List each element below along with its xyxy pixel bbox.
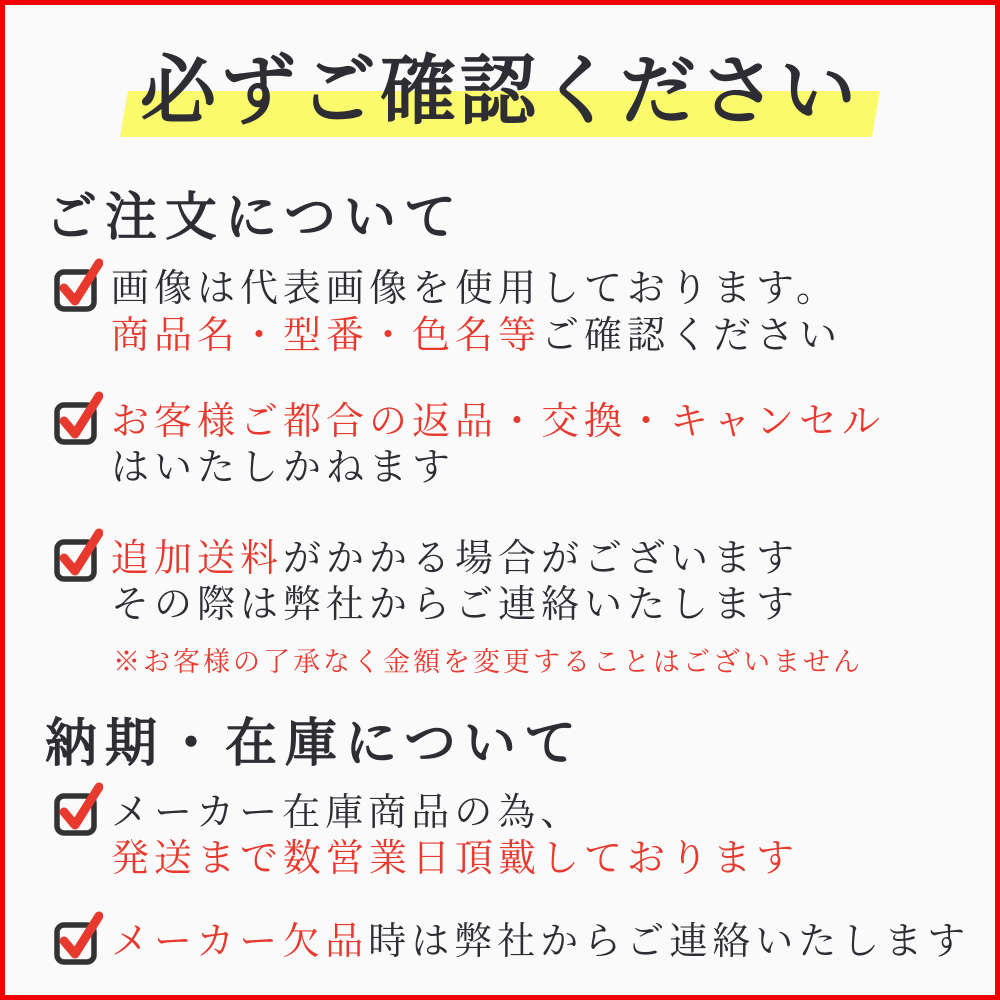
checkbox-checked-icon (53, 908, 103, 966)
list-item (53, 789, 965, 882)
item-line: メーカー在庫商品の為、 (111, 789, 584, 834)
delivery-section (5, 713, 995, 966)
list-item (53, 535, 965, 679)
list-item (53, 265, 965, 358)
item-line: 画像は代表画像を使用しております。 (111, 266, 839, 311)
item-line-emphasis: 追加送料 (111, 535, 284, 580)
item-text (111, 789, 799, 882)
checkbox-checked-icon (53, 779, 103, 837)
list-item (53, 918, 971, 966)
item-line: ご確認ください (541, 312, 843, 357)
list-item (53, 398, 965, 491)
item-text (111, 265, 842, 358)
item-text (111, 398, 885, 491)
item-line: はいたしかねます (111, 445, 456, 490)
item-footnote: ※お客様の了承なく金額を変更することはございません (113, 646, 863, 678)
item-line-emphasis: メーカー欠品 (111, 918, 369, 963)
item-line: その際は弊社からご連絡いたします (111, 582, 800, 627)
item-line-emphasis: お客様ご都合の返品・交換・キャンセル (111, 399, 886, 444)
delivery-section-heading: 納期・在庫について (45, 712, 584, 774)
item-line-emphasis: 発送まで数営業日頂戴しております (111, 836, 800, 881)
item-line: 時は弊社からご連絡いたします (368, 918, 971, 963)
title-banner (5, 35, 995, 147)
checkbox-checked-icon (53, 255, 103, 313)
order-section-heading: ご注文について (45, 187, 464, 248)
item-line: がかかる場合がございます (283, 535, 800, 580)
item-text (111, 535, 863, 679)
item-text (111, 918, 971, 964)
page-title: 必ずご確認ください (140, 46, 860, 135)
item-line-emphasis: 商品名・型番・色名等 (111, 312, 542, 357)
order-section (5, 187, 995, 679)
checkbox-checked-icon (53, 388, 103, 446)
checkbox-checked-icon (53, 525, 103, 583)
